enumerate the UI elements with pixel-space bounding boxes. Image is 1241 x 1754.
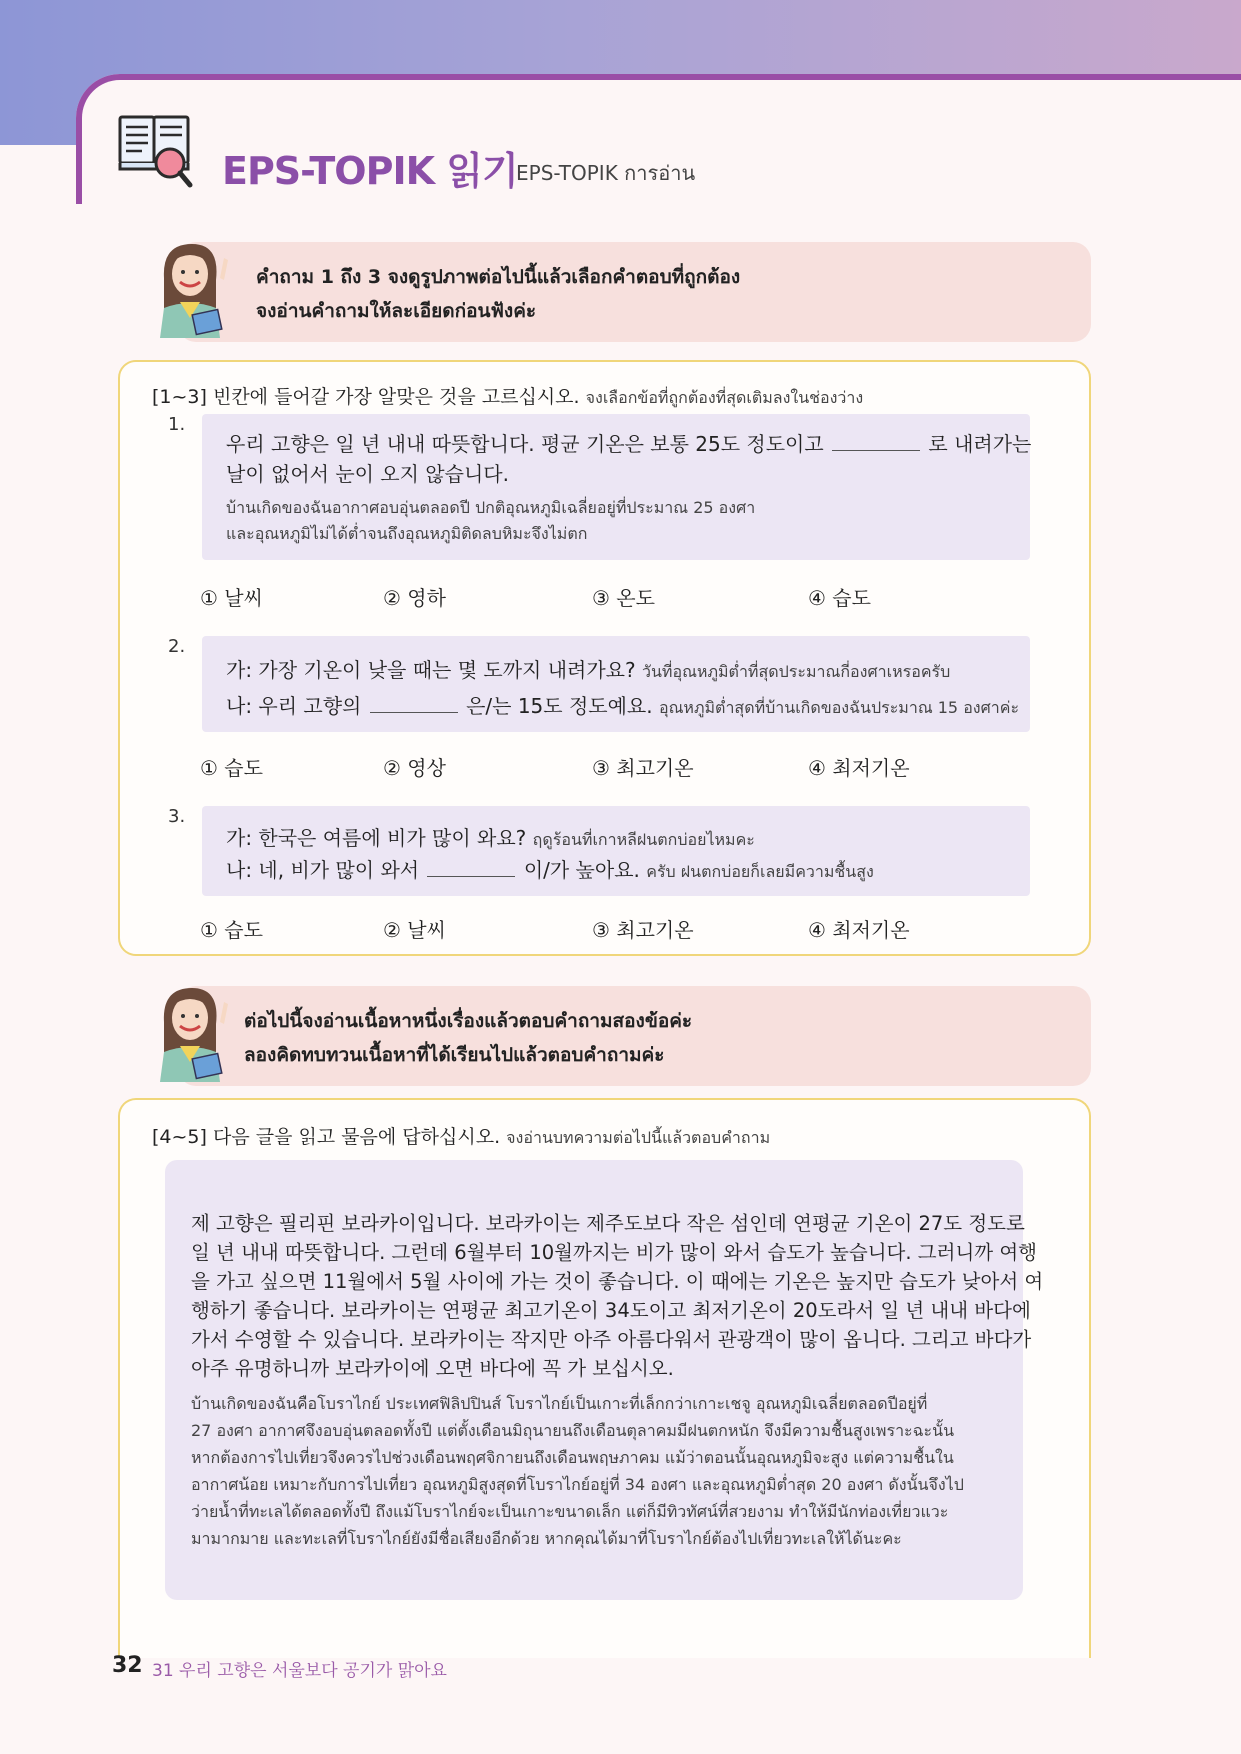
answer-option[interactable]: ③ 최고기온 xyxy=(592,756,694,780)
teacher-illustration xyxy=(150,238,240,338)
book-magnifier-icon xyxy=(118,113,194,189)
passage-thai-line: หากต้องการไปเที่ยวจึงควรไปช่วงเดือนพฤศจิกายนถึงเดือนพฤษภาคม แม้ว่าตอนนั้นอุณหภูมิจะสูง แต่ความชื้นใน xyxy=(191,1448,954,1467)
teacher-speech-bubble xyxy=(178,242,1091,342)
answer-option[interactable]: ① 습도 xyxy=(200,918,263,942)
passage-line: 제 고향은 필리핀 보라카이입니다. 보라카이는 제주도보다 작은 섬인데 연평균 기온이 27도 정도로 xyxy=(191,1212,1025,1235)
question-1-thai-line1: บ้านเกิดของฉันอากาศอบอุ่นตลอดปี ปกติอุณหภูมิเฉลี่ยอยู่ที่ประมาณ 25 องศา xyxy=(226,498,756,517)
instruction-thai: จงเลือกข้อที่ถูกต้องที่สุดเติมลงในช่องว่าง xyxy=(585,388,864,407)
passage-thai-line: ว่ายน้ำที่ทะเลได้ตลอดทั้งปี ถึงแม้โบราไกย์จะเป็นเกาะขนาดเล็ก แต่ก็มีทิวทัศน์ที่สวยงาม ทำให้มีนักท่องเที่ยวแวะ xyxy=(191,1502,949,1521)
question-2-line1: 가: 가장 기온이 낮을 때는 몇 도까지 내려가요? วันที่อุณหภูมิต่ำที่สุดประมาณกี่องศาเหรอครับ xyxy=(226,658,951,682)
answer-option[interactable]: ③ 온도 xyxy=(592,586,655,610)
passage-line: 아주 유명하니까 보라카이에 오면 바다에 꼭 가 보십시오. xyxy=(191,1357,674,1380)
passage-thai-line: มามากมาย และทะเลที่โบราไกย์ยังมีชื่อเสียงอีกด้วย หากคุณได้มาที่โบราไกย์ต้องไปเที่ยวทะเลให้ได้นะคะ xyxy=(191,1529,902,1548)
answer-option[interactable]: ③ 최고기온 xyxy=(592,918,694,942)
chapter-title: 31 우리 고향은 서울보다 공기가 맑아요 xyxy=(152,1661,447,1681)
question-1-panel xyxy=(202,414,1030,560)
speech-line-2: จงอ่านคำถามให้ละเอียดก่อนฟังค่ะ xyxy=(256,300,537,322)
passage-thai-line: อากาศน้อย เหมาะกับการไปเที่ยว อุณหภูมิสูงสุดที่โบราไกย์อยู่ที่ 34 องศา และอุณหภูมิต่ำสุด 20 องศา ดังนั้นจึงไป xyxy=(191,1475,964,1494)
answer-option[interactable]: ② 날씨 xyxy=(383,918,446,942)
answer-option[interactable]: ② 영하 xyxy=(383,586,446,610)
passage-line: 가서 수영할 수 있습니다. 보라카이는 작지만 아주 아름다워서 관광객이 많이 옵니다. 그리고 바다가 xyxy=(191,1328,1032,1351)
answer-option[interactable]: ④ 최저기온 xyxy=(808,756,910,780)
speech2-line-2: ลองคิดทบทวนเนื้อหาที่ได้เรียนไปแล้วตอบคำถามค่ะ xyxy=(244,1044,665,1066)
teacher-illustration xyxy=(150,982,240,1082)
instruction-korean: [1~3] 빈칸에 들어갈 가장 알맞은 것을 고르십시오. xyxy=(152,386,580,408)
instruction-korean: [4~5] 다음 글을 읽고 물음에 답하십시오. xyxy=(152,1126,501,1148)
passage-line: 행하기 좋습니다. 보라카이는 연평균 최고기온이 34도이고 최저기온이 20도라서 일 년 내내 바다에 xyxy=(191,1299,1031,1322)
section2-instruction xyxy=(152,1122,770,1151)
question-3-line1: 가: 한국은 여름에 비가 많이 와요? ฤดูร้อนที่เกาหลีฝนตกบ่อยไหมคะ xyxy=(226,826,755,850)
answer-option[interactable]: ① 날씨 xyxy=(200,586,263,610)
answer-option[interactable]: ④ 최저기온 xyxy=(808,918,910,942)
section-instruction xyxy=(152,382,863,411)
speech-line-1: คำถาม 1 ถึง 3 จงดูรูปภาพต่อไปนี้แล้วเลือกคำตอบที่ถูกต้อง xyxy=(256,266,741,288)
question-1-text-line2: 날이 없어서 눈이 오지 않습니다. xyxy=(226,462,509,486)
answer-option[interactable]: ② 영상 xyxy=(383,756,446,780)
passage-line: 을 가고 싶으면 11월에서 5월 사이에 가는 것이 좋습니다. 이 때에는 기온은 높지만 습도가 낮아서 여 xyxy=(191,1270,1044,1293)
question-1-text-line1: 우리 고향은 일 년 내내 따뜻합니다. 평균 기온은 보통 25도 정도이고 로 내려가는 xyxy=(226,432,1032,456)
question-number: 3. xyxy=(168,806,186,827)
frame-accent-bar xyxy=(76,150,82,198)
teacher-speech-bubble-2 xyxy=(178,986,1091,1086)
page-number: 32 xyxy=(112,1653,143,1678)
question-box-1-3 xyxy=(118,360,1091,956)
question-3-panel xyxy=(202,806,1030,896)
passage-thai-line: 27 องศา อากาศจึงอบอุ่นตลอดทั้งปี แต่ตั้งเดือนมิถุนายนถึงเดือนตุลาคมมีฝนตกหนัก จึงมีความชื้นสูงเพราะฉะนั้น xyxy=(191,1421,955,1440)
instruction-thai: จงอ่านบทความต่อไปนี้แล้วตอบคำถาม xyxy=(506,1128,771,1147)
question-2-panel xyxy=(202,636,1030,732)
reading-passage xyxy=(165,1160,1044,1600)
answer-blank xyxy=(427,860,515,877)
answer-option[interactable]: ① 습도 xyxy=(200,756,263,780)
passage-line: 일 년 내내 따뜻합니다. 그런데 6월부터 10월까지는 비가 많이 와서 습도가 높습니다. 그러니까 여행 xyxy=(191,1241,1038,1264)
page-subtitle: EPS-TOPIK การอ่าน xyxy=(516,161,696,185)
question-3-line2: 나: 네, 비가 많이 와서 이/가 높아요. ครับ ฝนตกบ่อยก็เลยมีความชื้นสูง xyxy=(226,858,874,882)
question-number: 1. xyxy=(168,414,186,435)
question-2-line2: 나: 우리 고향의 은/는 15도 정도예요. อุณหภูมิต่ำสุดที่บ้านเกิดของฉันประมาณ 15 องศาค่ะ xyxy=(226,694,1020,718)
question-1-thai-line2: และอุณหภูมิไม่ได้ต่ำจนถึงอุณหภูมิติดลบหิมะจึงไม่ตก xyxy=(226,524,588,543)
answer-blank xyxy=(832,434,920,451)
question-number: 2. xyxy=(168,636,186,657)
passage-thai-line: บ้านเกิดของฉันคือโบราไกย์ ประเทศฟิลิปปินส์ โบราไกย์เป็นเกาะที่เล็กกว่าเกาะเชจู อุณหภูมิเฉลี่ยตลอดปีอยู่ที่ xyxy=(191,1394,928,1413)
page-title: EPS-TOPIK 읽기 xyxy=(222,149,518,193)
speech2-line-1: ต่อไปนี้จงอ่านเนื้อหาหนึ่งเรื่องแล้วตอบคำถามสองข้อค่ะ xyxy=(244,1010,693,1032)
answer-blank xyxy=(370,696,458,713)
answer-option[interactable]: ④ 습도 xyxy=(808,586,871,610)
